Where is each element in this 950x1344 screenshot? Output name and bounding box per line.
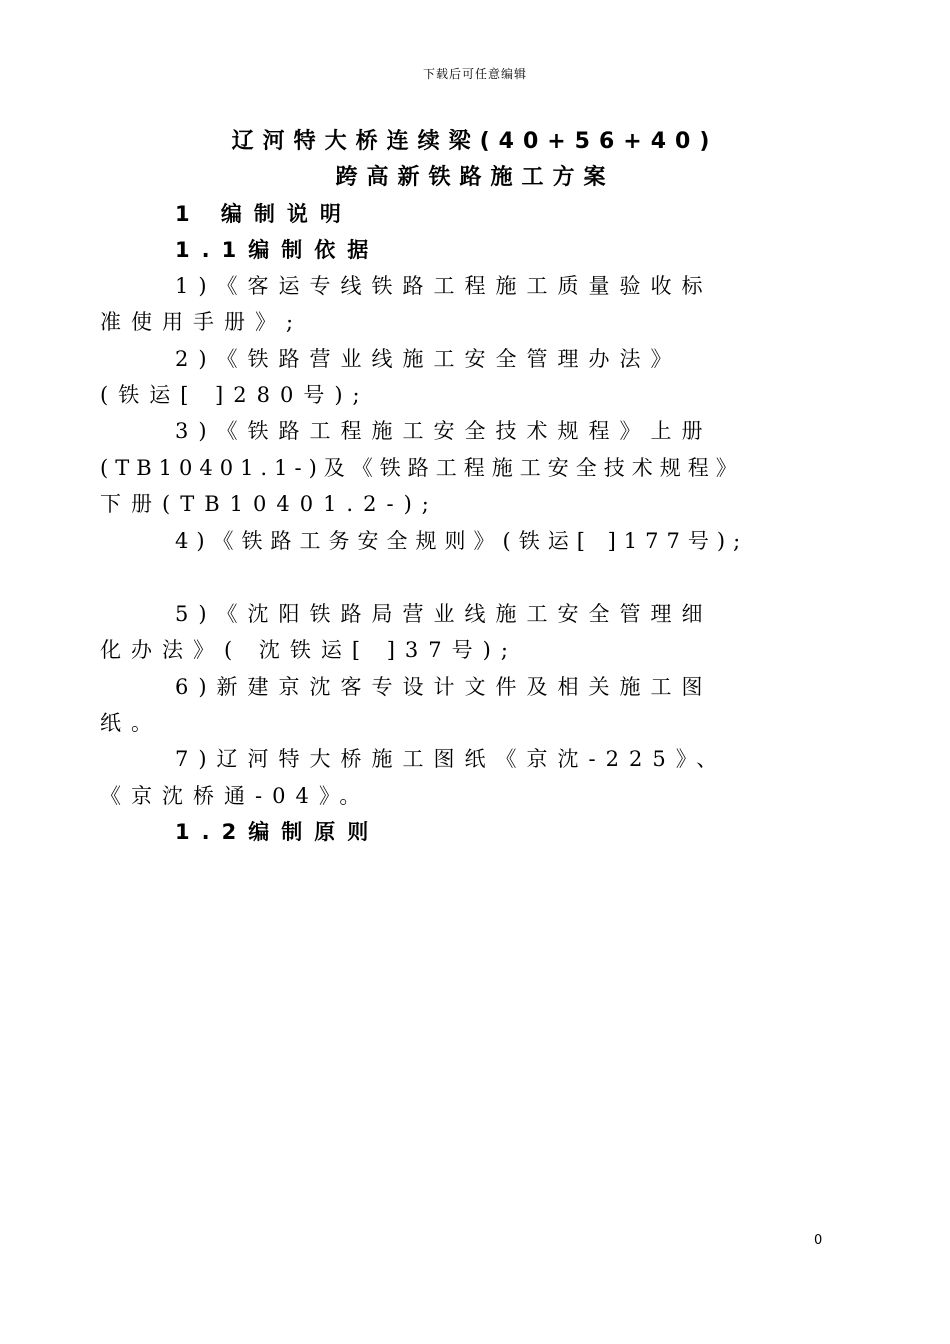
basis-item-3-line-1: 3)《铁路工程施工安全技术规程》上册 <box>175 419 713 443</box>
basis-item-2-line-1: 2)《铁路营业线施工安全管理办法》 <box>175 347 682 371</box>
basis-item-5-line-1: 5)《沈阳铁路局营业线施工安全管理细 <box>175 602 713 626</box>
basis-item-2-line-2: (铁运[ ]280号); <box>100 383 370 407</box>
basis-item-7-line-2: 《京沈桥通-04》。 <box>100 784 371 808</box>
section-heading-1-1: 1.1编制依据 <box>175 238 381 262</box>
basis-item-1-line-2: 准使用手册》; <box>100 310 304 334</box>
document-title-line-2: 跨高新铁路施工方案 <box>335 165 615 190</box>
basis-item-4: 4)《铁路工务安全规则》(铁运[ ]177号); <box>175 529 749 553</box>
basis-item-3-line-3: 下册(TB10401.2-); <box>100 492 439 516</box>
basis-item-6-line-2: 纸。 <box>100 711 162 735</box>
header-note: 下载后可任意编辑 <box>422 67 527 81</box>
basis-item-5-line-2: 化办法》( 沈铁运[ ]37号); <box>100 638 518 662</box>
section-heading-1: 1 编制说明 <box>175 202 353 226</box>
basis-item-6-line-1: 6)新建京沈客专设计文件及相关施工图 <box>175 675 713 699</box>
basis-item-1-line-1: 1)《客运专线铁路工程施工质量验收标 <box>175 274 713 298</box>
page-number: 0 <box>814 1233 823 1248</box>
basis-item-3-line-2: (TB10401.1-)及《铁路工程施工安全技术规程》 <box>100 456 744 480</box>
basis-item-7-line-1: 7)辽河特大桥施工图纸《京沈-225》、 <box>175 747 728 771</box>
section-heading-1-2: 1.2编制原则 <box>175 820 381 844</box>
document-title-line-1: 辽河特大桥连续梁(40+56+40) <box>231 129 719 154</box>
